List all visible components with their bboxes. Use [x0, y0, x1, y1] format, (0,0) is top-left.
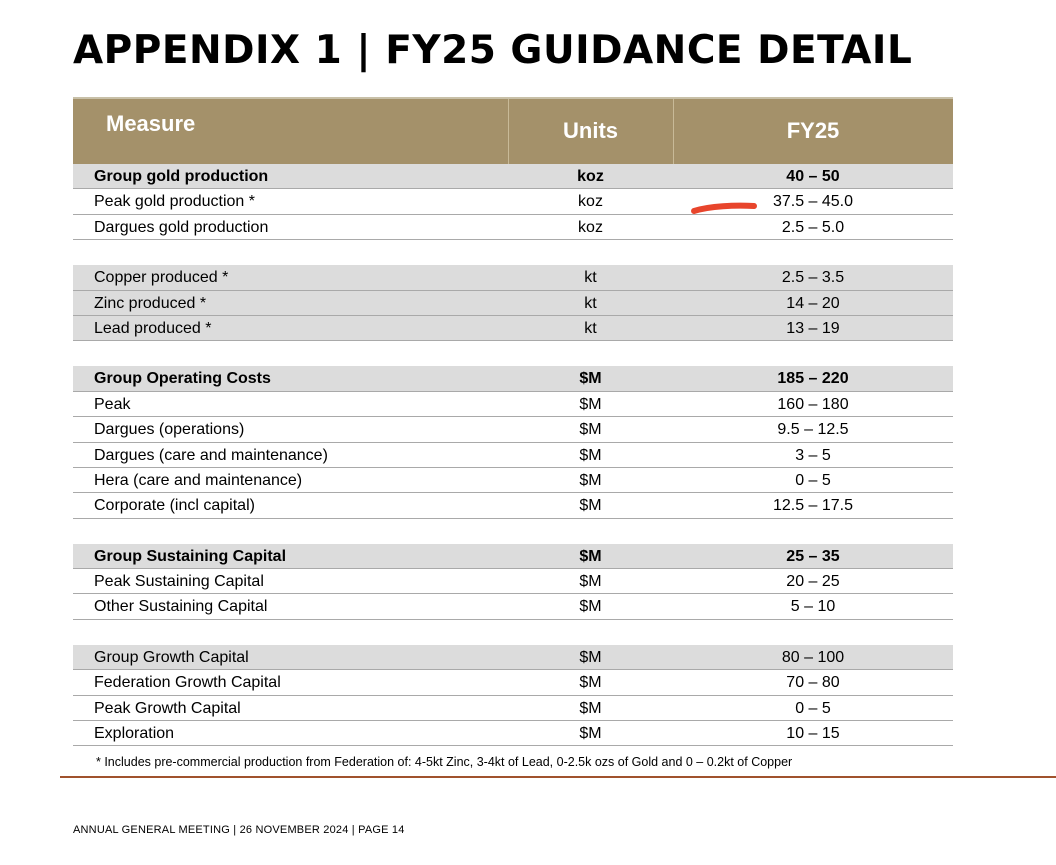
table-row [73, 189, 953, 214]
section-gap [73, 341, 953, 366]
row-measure: Copper produced * [94, 269, 229, 287]
row-units: koz [577, 168, 604, 185]
header-units: Units [563, 118, 618, 143]
row-units: $M [579, 370, 602, 388]
table-header [73, 97, 953, 164]
row-units: $M [579, 573, 602, 591]
row-measure: Peak gold production * [94, 193, 255, 211]
row-measure: Group gold production [94, 168, 269, 185]
row-measure: Dargues (operations) [94, 421, 245, 439]
row-value: 10 – 15 [786, 725, 840, 743]
table-row [73, 265, 953, 290]
row-units: koz [578, 218, 603, 236]
page-footer: ANNUAL GENERAL MEETING | 26 NOVEMBER 2024 | PAGE 14 [73, 824, 405, 836]
row-value: 5 – 10 [790, 598, 836, 616]
row-units: koz [578, 193, 603, 211]
section-gap [73, 240, 953, 265]
row-value: 70 – 80 [786, 674, 840, 692]
table-row [73, 670, 953, 695]
table-row-group-growth-capital [73, 645, 953, 670]
row-units: $M [579, 725, 602, 743]
row-units: $M [579, 395, 602, 413]
row-measure: Federation Growth Capital [94, 674, 281, 692]
row-measure: Peak Sustaining Capital [94, 573, 264, 591]
table-row [73, 569, 953, 594]
table-row [73, 215, 953, 240]
table-row [73, 417, 953, 442]
row-units: $M [579, 497, 602, 515]
table-row [73, 316, 953, 341]
row-value: 185 – 220 [777, 370, 849, 388]
section-gap [73, 519, 953, 544]
table-row [73, 493, 953, 518]
row-measure: Peak Growth Capital [94, 699, 241, 717]
row-measure: Zinc produced * [94, 294, 207, 312]
row-measure: Dargues gold production [94, 218, 269, 236]
table-row [73, 594, 953, 619]
row-value: 3 – 5 [795, 446, 831, 464]
row-measure: Group Sustaining Capital [94, 547, 287, 565]
row-units: $M [579, 674, 602, 692]
row-value: 160 – 180 [777, 395, 849, 413]
row-measure: Group Operating Costs [94, 370, 271, 388]
guidance-table [73, 97, 953, 746]
row-units: kt [584, 269, 597, 287]
row-units: kt [584, 294, 597, 312]
row-measure: Hera (care and maintenance) [94, 471, 303, 489]
row-measure: Group Growth Capital [94, 648, 249, 666]
row-value: 40 – 50 [786, 168, 840, 185]
header-fy25: FY25 [786, 118, 840, 143]
row-value: 0 – 5 [795, 699, 831, 717]
row-units: kt [584, 319, 597, 337]
row-value: 14 – 20 [786, 294, 840, 312]
table-row [73, 696, 953, 721]
table-row-group-gold [73, 164, 953, 189]
row-value: 25 – 35 [786, 547, 840, 565]
row-measure: Peak [94, 395, 131, 413]
row-measure: Exploration [94, 725, 175, 743]
row-value: 20 – 25 [786, 573, 840, 591]
row-value: 13 – 19 [786, 319, 840, 337]
table-row [73, 721, 953, 746]
row-value: 9.5 – 12.5 [777, 421, 849, 439]
section-gap [73, 620, 953, 645]
row-units: $M [579, 648, 602, 666]
table-row [73, 468, 953, 493]
row-units: $M [579, 471, 602, 489]
row-measure: Corporate (incl capital) [94, 497, 255, 515]
row-units: $M [579, 699, 602, 717]
row-measure: Dargues (care and maintenance) [94, 446, 328, 464]
table-row-group-sustaining-capital [73, 544, 953, 569]
footnote: * Includes pre-commercial production from Federation of: 4-5kt Zinc, 3-4kt of Lead, 0-2.5k ozs of Gold and 0 – 0.2kt of Copper [96, 755, 793, 769]
footer-divider [60, 776, 1056, 778]
table-row [73, 443, 953, 468]
row-value: 0 – 5 [795, 471, 831, 489]
highlight-annotation-mark [690, 200, 760, 216]
row-value: 2.5 – 5.0 [781, 218, 845, 236]
page-title: APPENDIX 1 | FY25 GUIDANCE DETAIL [73, 28, 913, 73]
row-measure: Other Sustaining Capital [94, 598, 268, 616]
table-row [73, 392, 953, 417]
header-measure: Measure [106, 111, 196, 136]
table-row-group-operating-costs [73, 366, 953, 391]
row-units: $M [579, 421, 602, 439]
table-row [73, 291, 953, 316]
row-value: 12.5 – 17.5 [772, 497, 854, 515]
row-value: 37.5 – 45.0 [772, 193, 854, 211]
row-value: 2.5 – 3.5 [781, 269, 845, 287]
row-value: 80 – 100 [781, 648, 845, 666]
row-measure: Lead produced * [94, 319, 212, 337]
row-units: $M [579, 547, 602, 565]
row-units: $M [579, 598, 602, 616]
row-units: $M [579, 446, 602, 464]
